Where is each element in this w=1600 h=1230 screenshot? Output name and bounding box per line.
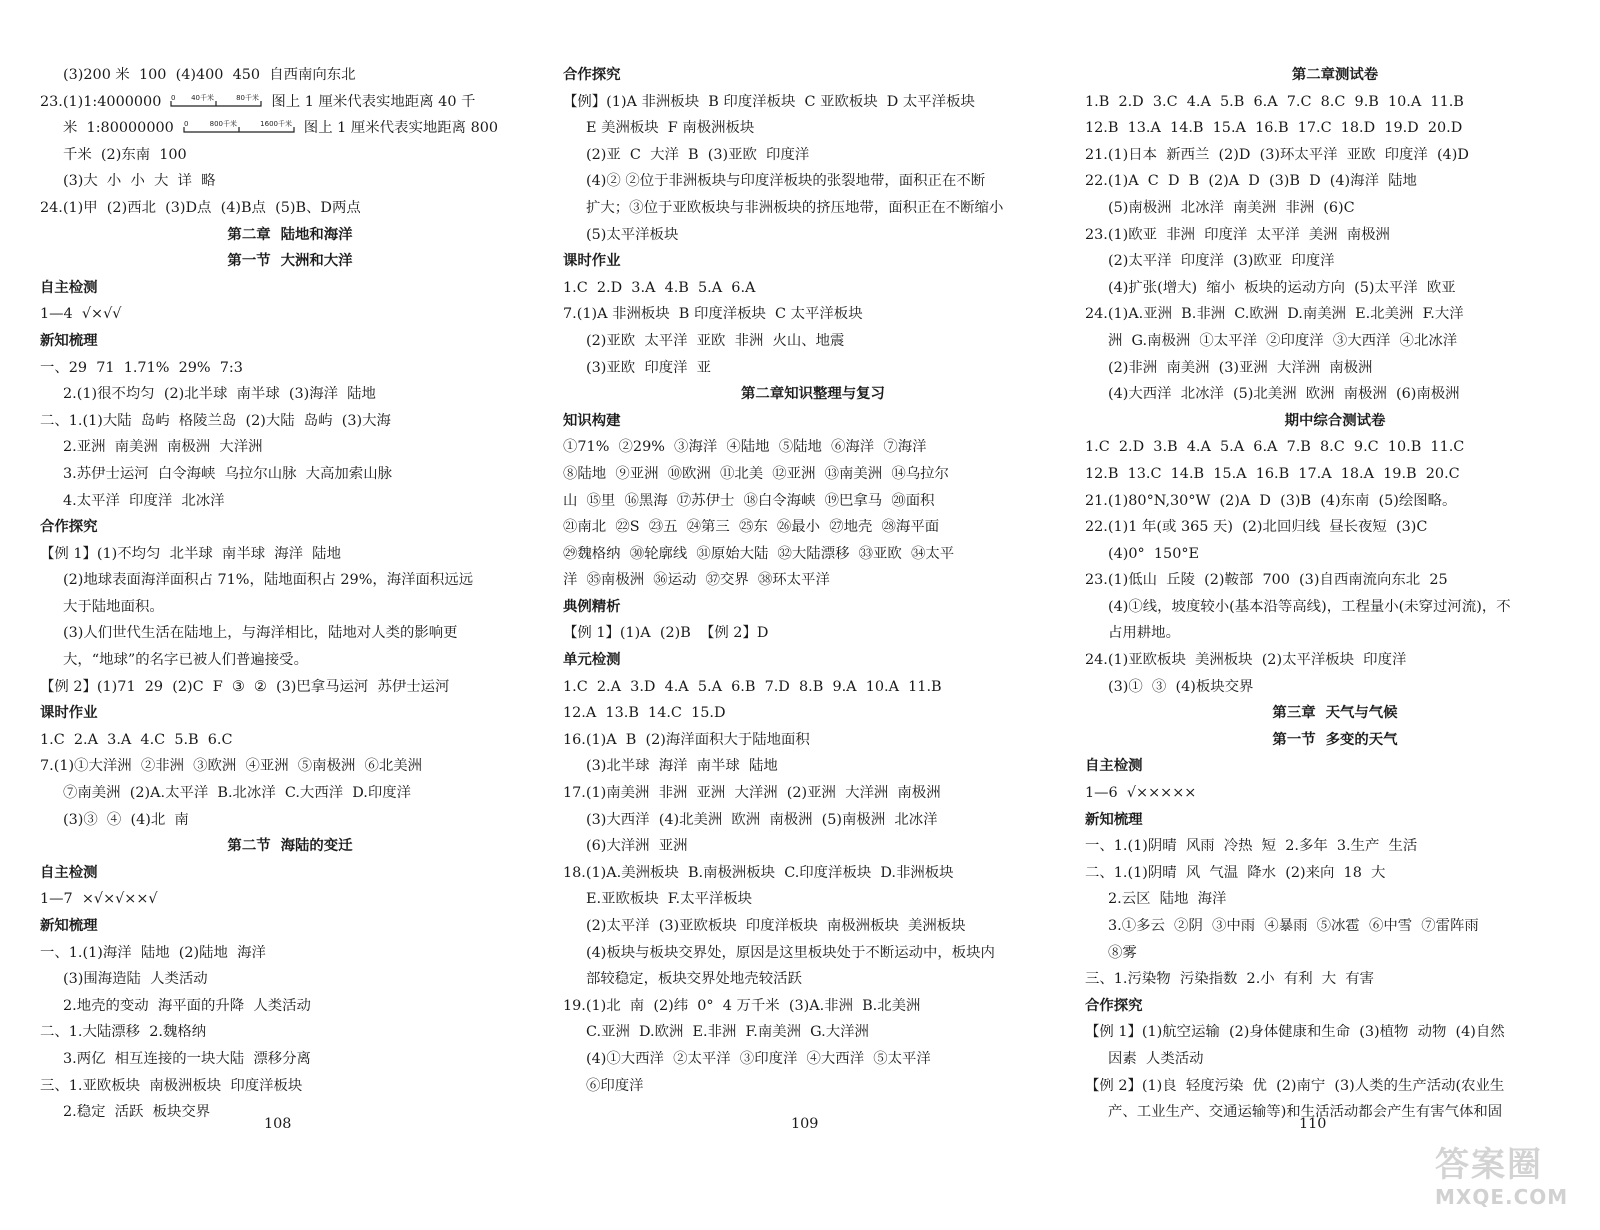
answer-line: [40, 1046, 540, 1073]
answer-line: [1085, 1019, 1585, 1046]
line-text: 7.(1)A 非洲板块 B 印度洋板块 C 太平洋板块: [563, 306, 863, 323]
section-title: [563, 381, 1063, 408]
line-text: 1—6 √×××××: [1085, 785, 1197, 802]
line-text: 二、1.(1)阴晴 风 气温 降水 (2)来向 18 大: [1085, 864, 1386, 881]
line-text: 24.(1)甲 (2)西北 (3)D点 (4)B点 (5)B、D两点: [40, 199, 361, 216]
line-text: 24.(1)亚欧板块 美洲板块 (2)太平洋板块 印度洋: [1085, 652, 1407, 669]
answer-line: [40, 62, 540, 89]
line-text: 期中综合测试卷: [1284, 411, 1386, 429]
answer-line: [40, 966, 540, 993]
answer-line: [40, 541, 540, 568]
line-text: (6)大洋洲 亚洲: [586, 838, 688, 855]
answer-line: [1085, 381, 1585, 408]
answer-line: [40, 142, 540, 169]
answer-line: [40, 195, 540, 222]
line-text: 23.(1)1:4000000: [40, 93, 162, 110]
section-heading: [1085, 993, 1585, 1020]
answer-line: [1085, 168, 1585, 195]
line-text: 7.(1)①大洋洲 ②非洲 ③欧洲 ④亚洲 ⑤南极洲 ⑥北美洲: [40, 758, 423, 775]
answer-line: [40, 940, 540, 967]
line-text: 第二章测试卷: [1291, 66, 1379, 83]
line-text: 千米 (2)东南 100: [63, 146, 187, 163]
line-text: 【例 2】(1)良 轻度污染 优 (2)南宁 (3)人类的生产活动(农业生: [1085, 1077, 1505, 1094]
line-text: 4.太平洋 印度洋 北冰洋: [63, 492, 225, 509]
scale-bar-label: 40千米: [191, 93, 215, 102]
answer-line: [1085, 567, 1585, 594]
scale-bar-label: 0: [171, 93, 176, 102]
line-text: 16.(1)A B (2)海洋面积大于陆地面积: [563, 731, 810, 748]
answer-line: [563, 168, 1063, 195]
watermark-logo: [1435, 1145, 1595, 1225]
watermark-url: MXQE.COM: [1435, 1185, 1569, 1209]
line-text-continued: 图上 1 厘米代表实地距离 800: [303, 120, 499, 137]
line-text: 一、1.(1)阴晴 风雨 冷热 短 2.多年 3.生产 生活: [1085, 838, 1418, 855]
line-text: 米 1:80000000: [63, 120, 174, 137]
line-text: (4)大西洋 北冰洋 (5)北美洲 欧洲 南极洲 (6)南极洲: [1108, 386, 1460, 403]
section-heading: [1085, 807, 1585, 834]
answer-line: [1085, 89, 1585, 116]
line-text: 【例 1】(1)航空运输 (2)身体健康和生命 (3)植物 动物 (4)自然: [1085, 1024, 1505, 1041]
line-text: 第二节 海陆的变迁: [227, 837, 353, 855]
line-text: 1.C 2.A 3.A 4.C 5.B 6.C: [40, 731, 233, 748]
answer-line: [563, 541, 1063, 568]
line-text: (2)非洲 南美洲 (3)亚洲 大洋洲 南极洲: [1108, 359, 1373, 376]
answer-line: [1085, 328, 1585, 355]
line-text: ①71% ②29% ③海洋 ④陆地 ⑤陆地 ⑥海洋 ⑦海洋: [563, 439, 927, 456]
answer-line: [1085, 860, 1585, 887]
line-text: (3)大 小 小 大 详 略: [63, 173, 216, 190]
answer-line: [563, 89, 1063, 116]
line-text: 22.(1)A C D B (2)A D (3)B D (4)海洋 陆地: [1085, 173, 1417, 190]
answer-line: [563, 966, 1063, 993]
line-text: (4)0° 150°E: [1108, 545, 1200, 562]
answer-line: [40, 594, 540, 621]
answer-line: [40, 488, 540, 515]
answer-line: [1085, 222, 1585, 249]
line-text: 12.B 13.A 14.B 15.A 16.B 17.C 18.D 19.D 20.D: [1085, 120, 1463, 137]
line-text: (2)太平洋 (3)亚欧板块 印度洋板块 南极洲板块 美洲板块: [586, 918, 966, 934]
line-text: 23.(1)欧亚 非洲 印度洋 太平洋 美洲 南极洲: [1085, 226, 1390, 243]
line-text: 产、工业生产、交通运输等)和生活活动都会产生有害气体和固: [1108, 1104, 1503, 1121]
line-text: (3)人们世代生活在陆地上，与海洋相比，陆地对人类的影响更: [63, 625, 458, 642]
section-heading: [40, 328, 540, 355]
line-text: (2)亚 C 大洋 B (3)亚欧 印度洋: [586, 146, 810, 163]
line-text: 一、29 71 1.71% 29% 7:3: [40, 359, 243, 376]
line-text: ㉙魏格纳 ㉚轮廓线 ㉛原始大陆 ㉜大陆漂移 ㉝亚欧 ㉞太平: [563, 545, 955, 562]
line-text: 三、1.亚欧板块 南极洲板块 印度洋板块: [40, 1077, 303, 1094]
answer-line: [1085, 275, 1585, 302]
answer-line: [40, 674, 540, 701]
line-text: 第一节 多变的天气: [1272, 730, 1398, 748]
section-title: [40, 222, 540, 249]
line-text: 【例 2】(1)71 29 (2)C F ③ ② (3)巴拿马运河 苏伊士运河: [40, 678, 450, 695]
line-text: 21.(1)日本 新西兰 (2)D (3)环太平洋 亚欧 印度洋 (4)D: [1085, 146, 1469, 163]
page-110-column: [1085, 62, 1585, 1126]
section-heading: [40, 913, 540, 940]
answer-line: [563, 753, 1063, 780]
line-text: ⑧雾: [1108, 944, 1137, 961]
line-text: 扩大；③位于亚欧板块与非洲板块的挤压地带，面积正在不断缩小: [586, 199, 1004, 216]
answer-line: [1085, 142, 1585, 169]
answer-line: [40, 355, 540, 382]
page-108-column: [40, 62, 540, 1126]
line-text: C.亚洲 D.欧洲 E.非洲 F.南美洲 G.大洋洲: [586, 1024, 869, 1041]
line-text: 洋 ㉟南极洲 ㊱运动 ㊲交界 ㊳环太平洋: [563, 572, 830, 589]
line-text: (4)板块与板块交界处，原因是这里板块处于不断运动中，板块内: [586, 944, 995, 961]
line-text: 24.(1)A.亚洲 B.非洲 C.欧洲 D.南美洲 E.北美洲 F.大洋: [1085, 306, 1464, 323]
line-text: (2)亚欧 太平洋 亚欧 非洲 火山、地震: [586, 332, 845, 349]
line-text: 23.(1)低山 丘陵 (2)鞍部 700 (3)自西南流向东北 25: [1085, 572, 1448, 589]
line-text: ⑥印度洋: [586, 1077, 644, 1094]
answer-line: [40, 89, 540, 116]
answer-line: [563, 886, 1063, 913]
line-text: 二、1.(1)大陆 岛屿 格陵兰岛 (2)大陆 岛屿 (3)大海: [40, 412, 391, 429]
answer-line: [1085, 115, 1585, 142]
line-text: 课时作业: [40, 704, 98, 722]
watermark-title: 答案圈: [1435, 1145, 1543, 1185]
answer-line: [1085, 780, 1585, 807]
line-text: (4)①大西洋 ②太平洋 ③印度洋 ④大西洋 ⑤太平洋: [586, 1050, 931, 1067]
answer-line: [40, 461, 540, 488]
section-heading: [1085, 753, 1585, 780]
line-text: 第二章 陆地和海洋: [227, 225, 353, 243]
answer-line: [40, 780, 540, 807]
line-text: (3)① ③ (4)板块交界: [1108, 678, 1254, 695]
section-title: [40, 248, 540, 275]
answer-line: [563, 222, 1063, 249]
answer-line: [40, 886, 540, 913]
line-text: 第一节 大洲和大洋: [227, 252, 353, 270]
line-text: 课时作业: [563, 252, 621, 270]
line-text: (2)太平洋 印度洋 (3)欧亚 印度洋: [1108, 253, 1335, 270]
answer-line: [1085, 1073, 1585, 1100]
answer-line: [40, 434, 540, 461]
line-text: (3)亚欧 印度洋 亚: [586, 359, 712, 376]
section-title: [40, 833, 540, 860]
line-text: 自主检测: [40, 863, 98, 881]
line-text: ⑦南美洲 (2)A.太平洋 B.北冰洋 C.大西洋 D.印度洋: [63, 785, 412, 802]
answer-line: [563, 913, 1063, 940]
section-heading: [40, 700, 540, 727]
line-text: (2)地球表面海洋面积占 71%，陆地面积占 29%，海洋面积远远: [63, 572, 474, 589]
answer-line: [563, 514, 1063, 541]
answer-line: [1085, 833, 1585, 860]
line-text: 合作探究: [1085, 996, 1143, 1014]
line-text: 2.亚洲 南美洲 南极洲 大洋洲: [63, 439, 263, 456]
line-text: 大于陆地面积。: [63, 598, 164, 615]
line-text: 1—4 √×√√: [40, 306, 122, 323]
scale-bar-label: 800千米: [209, 120, 237, 129]
answer-line: [563, 328, 1063, 355]
line-text: 山 ⑮里 ⑯黑海 ⑰苏伊士 ⑱白令海峡 ⑲巴拿马 ⑳面积: [563, 492, 935, 509]
line-text: 3.①多云 ②阴 ③中雨 ④暴雨 ⑤冰雹 ⑥中雪 ⑦雷阵雨: [1108, 918, 1479, 934]
answer-line: [563, 567, 1063, 594]
line-text: 三、1.污染物 污染指数 2.小 有利 大 有害: [1085, 971, 1375, 988]
answer-line: [563, 488, 1063, 515]
answer-line: [40, 647, 540, 674]
answer-line: [1085, 1099, 1585, 1126]
line-text: 典例精析: [563, 597, 621, 615]
answer-line: [563, 833, 1063, 860]
line-text: 2.云区 陆地 海洋: [1108, 891, 1227, 908]
answer-line: [1085, 541, 1585, 568]
answer-line: [1085, 514, 1585, 541]
line-text: 19.(1)北 南 (2)纬 0° 4 万千米 (3)A.非洲 B.北美洲: [563, 997, 921, 1014]
answer-line: [563, 727, 1063, 754]
answer-line: [40, 115, 540, 142]
line-text: (5)太平洋板块: [586, 226, 679, 243]
line-text: 22.(1)1 年(或 365 天) (2)北回归线 昼长夜短 (3)C: [1085, 519, 1428, 536]
line-text: (3)200 米 100 (4)400 450 自西南向东北: [63, 67, 356, 83]
section-heading: [563, 248, 1063, 275]
line-text: 2.(1)很不均匀 (2)北半球 南半球 (3)海洋 陆地: [63, 386, 376, 403]
answer-line: [563, 461, 1063, 488]
answer-line: [563, 195, 1063, 222]
section-title: [1085, 62, 1585, 89]
answer-line: [40, 620, 540, 647]
answer-line: [563, 355, 1063, 382]
answer-line: [1085, 355, 1585, 382]
section-title: [1085, 700, 1585, 727]
section-heading: [40, 860, 540, 887]
answer-line: [563, 940, 1063, 967]
scale-bar-label: 80千米: [236, 93, 260, 102]
answer-line: [1085, 1046, 1585, 1073]
answer-line: [563, 674, 1063, 701]
answer-line: [563, 275, 1063, 302]
line-text: 一、1.(1)海洋 陆地 (2)陆地 海洋: [40, 944, 266, 961]
answer-line: [40, 408, 540, 435]
line-text: 18.(1)A.美洲板块 B.南极洲板块 C.印度洋板块 D.非洲板块: [563, 864, 954, 881]
answer-line: [1085, 674, 1585, 701]
answer-line: [563, 1019, 1063, 1046]
line-text: 【例】(1)A 非洲板块 B 印度洋板块 C 亚欧板块 D 太平洋板块: [563, 93, 975, 110]
page-number-110: 110: [1299, 1116, 1327, 1132]
line-text: 1.C 2.A 3.D 4.A 5.A 6.B 7.D 8.B 9.A 10.A 11.B: [563, 678, 942, 695]
answer-line: [40, 1019, 540, 1046]
answer-line: [563, 780, 1063, 807]
line-text: 新知梳理: [40, 917, 98, 934]
line-text: 新知梳理: [1085, 810, 1143, 828]
answer-line: [40, 727, 540, 754]
section-title: [1085, 727, 1585, 754]
answer-line: [1085, 461, 1585, 488]
line-text: (3)北半球 海洋 南半球 陆地: [586, 758, 778, 775]
answer-line: [1085, 966, 1585, 993]
line-text: 部较稳定，板块交界处地壳较活跃: [586, 971, 802, 988]
line-text: 2.地壳的变动 海平面的升降 人类活动: [63, 997, 311, 1014]
line-text: 第三章 天气与气候: [1272, 704, 1398, 722]
answer-line: [1085, 594, 1585, 621]
line-text: 1.C 2.D 3.B 4.A 5.A 6.A 7.B 8.C 9.C 10.B 11.C: [1085, 439, 1465, 456]
line-text: E.亚欧板块 F.太平洋板块: [586, 891, 753, 908]
line-text: (3)大西洋 (4)北美洲 欧洲 南极洲 (5)南极洲 北冰洋: [586, 811, 938, 828]
line-text: 自主检测: [1085, 757, 1143, 775]
line-text: (4)①线，坡度较小(基本沿等高线)，工程量小(未穿过河流)，不: [1108, 598, 1511, 615]
answer-line: [40, 567, 540, 594]
line-text: 知识构建: [563, 411, 621, 429]
line-text: 因素 人类活动: [1108, 1050, 1204, 1067]
line-text: 3.苏伊士运河 白令海峡 乌拉尔山脉 大高加索山脉: [63, 465, 392, 482]
answer-line: [1085, 434, 1585, 461]
answer-line: [1085, 940, 1585, 967]
line-text: (4)② ②位于非洲板块与印度洋板块的张裂地带，面积正在不断: [586, 173, 986, 190]
line-text: 洲 G.南极洲 ①太平洋 ②印度洋 ③大西洋 ④北冰洋: [1108, 332, 1458, 349]
line-text: ⑧陆地 ⑨亚洲 ⑩欧洲 ⑪北美 ⑫亚洲 ⑬南美洲 ⑭乌拉尔: [563, 465, 949, 482]
line-text: 二、1.大陆漂移 2.魏格纳: [40, 1024, 207, 1041]
answer-line: [40, 168, 540, 195]
line-text: 新知梳理: [40, 331, 98, 349]
line-text: 1.C 2.D 3.A 4.B 5.A 6.A: [563, 279, 756, 296]
line-text: (3)③ ④ (4)北 南: [63, 811, 189, 828]
answer-line: [563, 700, 1063, 727]
line-text: 第二章知识整理与复习: [741, 385, 885, 403]
answer-line: [563, 860, 1063, 887]
scale-bar-label: 1600千米: [259, 120, 292, 129]
line-text: E 美洲板块 F 南极洲板块: [586, 120, 755, 137]
line-text: 12.B 13.C 14.B 15.A 16.B 17.A 18.A 19.B 20.C: [1085, 465, 1460, 482]
answer-line: [563, 301, 1063, 328]
line-text: 合作探究: [563, 66, 621, 83]
line-text: 12.A 13.B 14.C 15.D: [563, 705, 726, 722]
line-text: 3.两亿 相互连接的一块大陆 漂移分离: [63, 1050, 311, 1067]
answer-line: [563, 1073, 1063, 1100]
line-text: 合作探究: [40, 518, 98, 536]
line-text: (3)围海造陆 人类活动: [63, 971, 208, 988]
line-text: 单元检测: [563, 651, 621, 669]
section-heading: [563, 408, 1063, 435]
answer-line: [1085, 913, 1585, 940]
answer-line: [1085, 195, 1585, 222]
answer-line: [1085, 620, 1585, 647]
line-text: 17.(1)南美洲 非洲 亚洲 大洋洲 (2)亚洲 大洋洲 南极洲: [563, 785, 941, 802]
section-heading: [563, 647, 1063, 674]
line-text: 【例 1】(1)不均匀 北半球 南半球 海洋 陆地: [40, 545, 341, 562]
answer-line: [40, 1073, 540, 1100]
answer-line: [40, 301, 540, 328]
line-text-continued: 图上 1 厘米代表实地距离 40 千: [271, 93, 476, 110]
line-text: 2.稳定 活跃 板块交界: [63, 1104, 211, 1121]
line-text: 占用耕地。: [1108, 625, 1180, 642]
answer-line: [563, 1046, 1063, 1073]
line-text: ㉑南北 ㉒S ㉓五 ㉔第三 ㉕东 ㉖最小 ㉗地壳 ㉘海平面: [563, 519, 940, 536]
answer-line: [40, 993, 540, 1020]
section-heading: [40, 275, 540, 302]
line-text: 大，“地球”的名字已被人们普遍接受。: [63, 652, 308, 669]
page-109-column: [563, 62, 1063, 1099]
section-heading: [563, 594, 1063, 621]
scale-bar-large: [180, 119, 298, 137]
answer-line: [563, 620, 1063, 647]
line-text: (5)南极洲 北冰洋 南美洲 非洲 (6)C: [1108, 199, 1355, 216]
answer-line: [1085, 488, 1585, 515]
section-title: [1085, 408, 1585, 435]
line-text: (4)扩张(增大) 缩小 板块的运动方向 (5)太平洋 欧亚: [1108, 279, 1456, 296]
scale-bar-small: [167, 93, 265, 111]
answer-line: [563, 142, 1063, 169]
answer-line: [40, 753, 540, 780]
section-heading: [40, 514, 540, 541]
line-text: 1—7 ×√×√××√: [40, 891, 158, 908]
answer-line: [40, 807, 540, 834]
line-text: 【例 1】(1)A (2)B 【例 2】D: [563, 625, 769, 642]
page-number-108: 108: [264, 1116, 292, 1132]
answer-line: [1085, 647, 1585, 674]
line-text: 21.(1)80°N,30°W (2)A D (3)B (4)东南 (5)绘图略。: [1085, 492, 1457, 509]
line-text: 自主检测: [40, 278, 98, 296]
answer-line: [1085, 301, 1585, 328]
answer-line: [1085, 248, 1585, 275]
line-text: 1.B 2.D 3.C 4.A 5.B 6.A 7.C 8.C 9.B 10.A 11.B: [1085, 93, 1464, 110]
answer-line: [563, 807, 1063, 834]
page-number-109: 109: [791, 1116, 819, 1132]
answer-line: [563, 434, 1063, 461]
scale-bar-label: 0: [183, 120, 189, 129]
answer-line: [1085, 886, 1585, 913]
answer-line: [40, 381, 540, 408]
answer-line: [563, 115, 1063, 142]
answer-line: [563, 993, 1063, 1020]
section-heading: [563, 62, 1063, 89]
